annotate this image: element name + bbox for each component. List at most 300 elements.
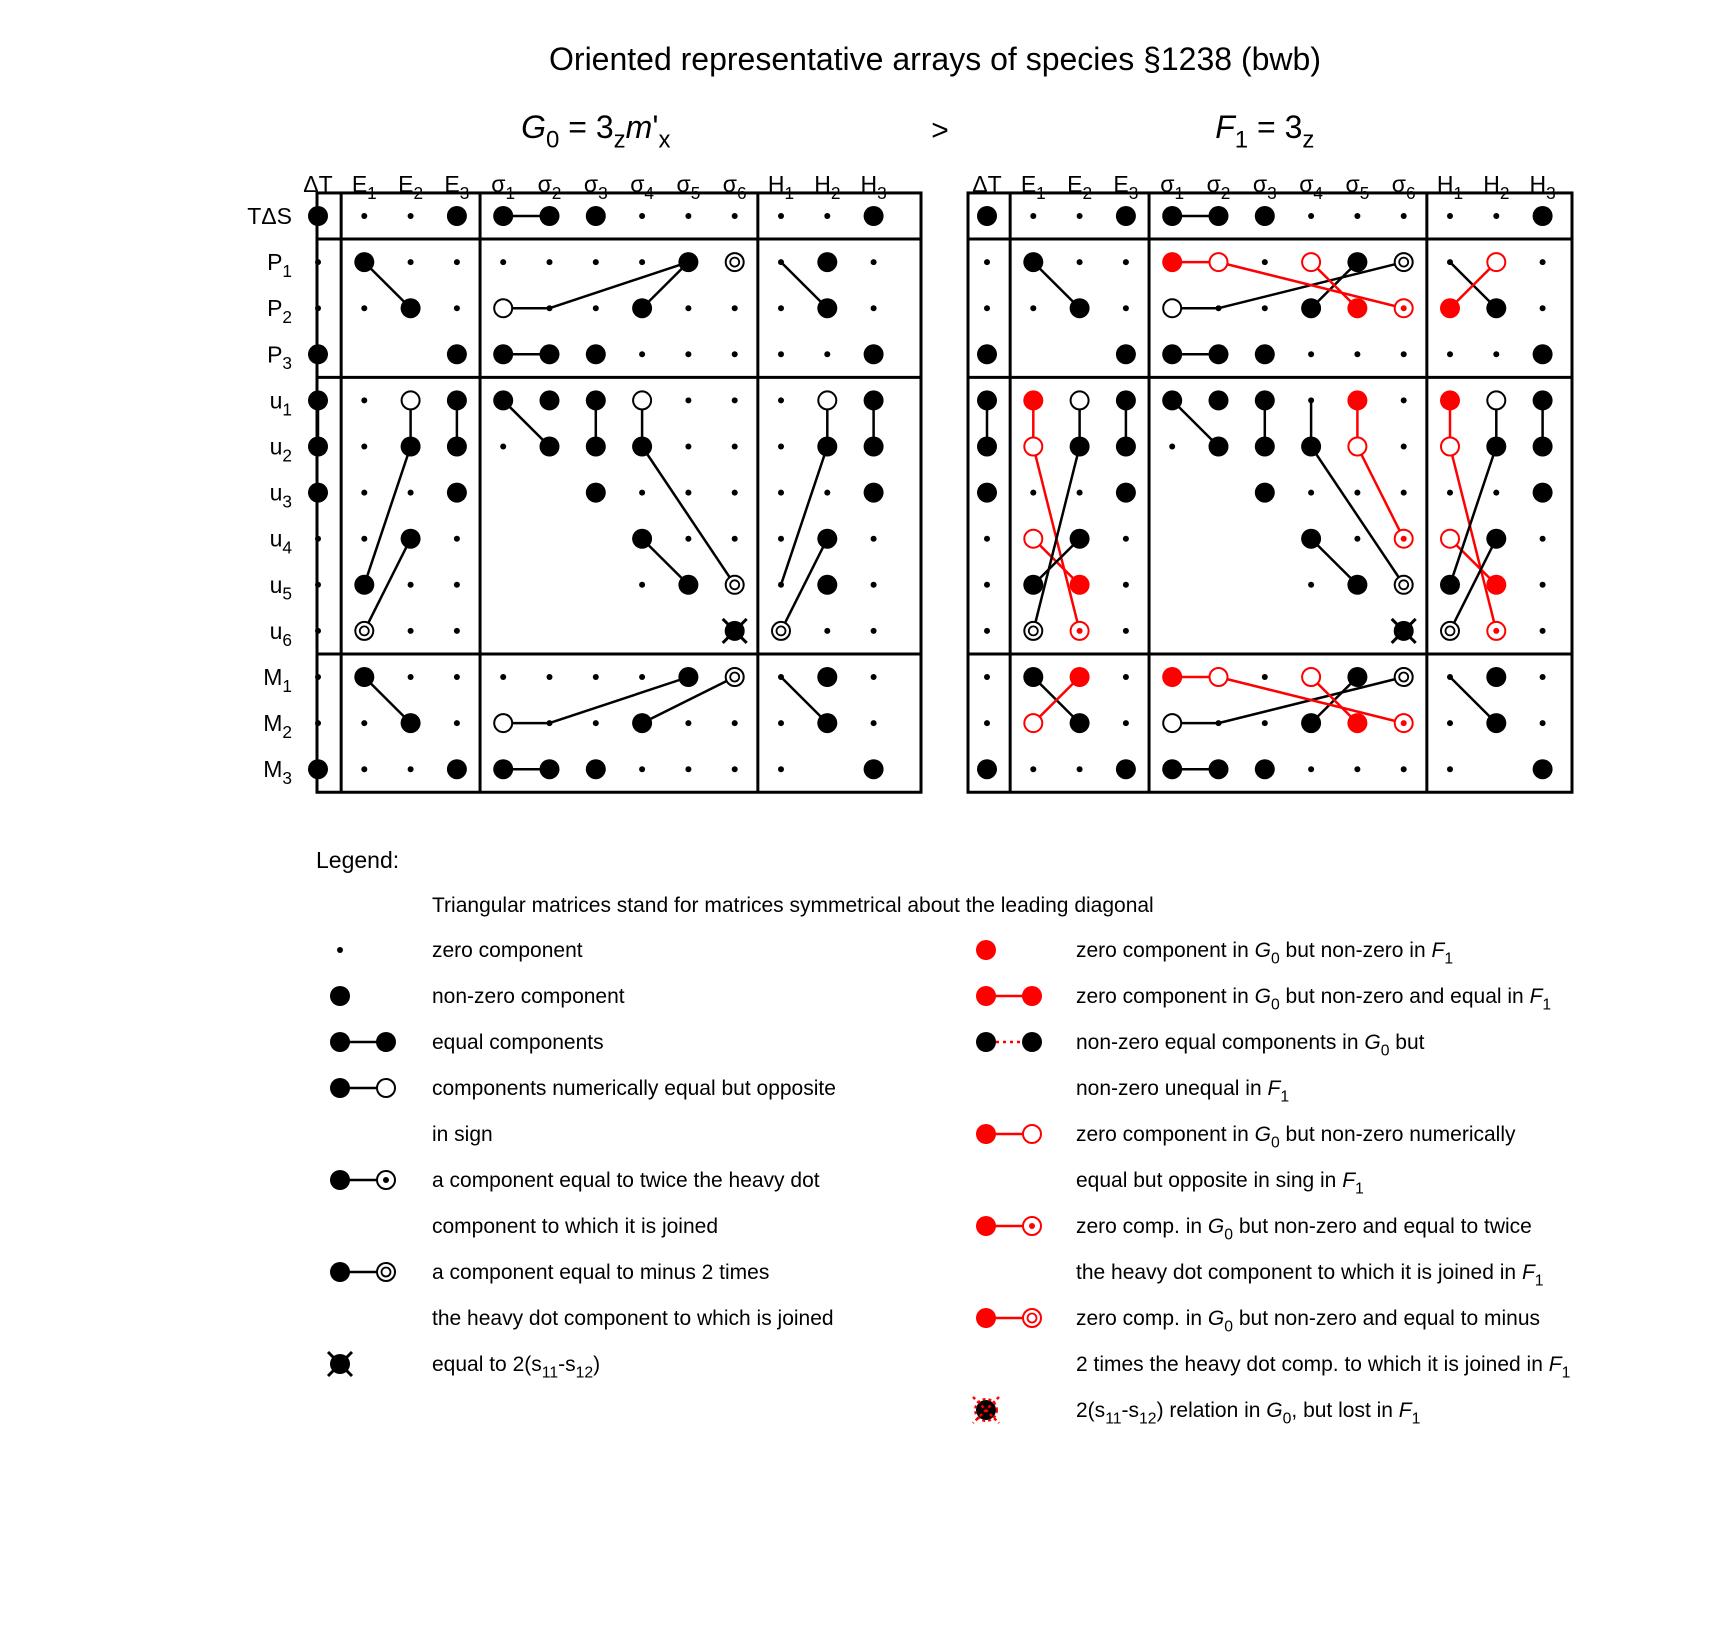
zero-dot xyxy=(778,213,784,219)
nonzero-dot xyxy=(977,437,997,457)
legend-item-r-equal xyxy=(976,985,1551,1013)
text-run: H xyxy=(860,171,878,197)
text-run: G xyxy=(1254,939,1271,962)
column-label xyxy=(1346,171,1370,203)
subscript-text: 2 xyxy=(282,307,292,328)
nonzero-dot xyxy=(447,344,467,364)
nonzero-dot xyxy=(308,344,328,364)
zero-dot xyxy=(454,259,460,265)
nonzero-dot xyxy=(586,483,606,503)
subscript-text: 1 xyxy=(1444,950,1454,968)
nonzero-dot xyxy=(1301,437,1321,457)
legend-text xyxy=(1076,1399,1420,1427)
zero-dot xyxy=(408,628,414,634)
zero-dot xyxy=(639,582,645,588)
nonzero-dot xyxy=(401,713,421,733)
red-open-circle xyxy=(1024,530,1042,548)
text-run: σ xyxy=(1206,171,1221,197)
zero-dot xyxy=(454,536,460,542)
text-run: E xyxy=(444,171,460,197)
legend-text xyxy=(1076,1077,1289,1105)
zero-dot xyxy=(984,582,990,588)
minus2-outer xyxy=(772,622,790,640)
text-run: 2 times the heavy dot comp. to which it is joined in xyxy=(1076,1353,1549,1376)
subscript-text: 6 xyxy=(1406,182,1416,203)
text-run: E xyxy=(1067,171,1083,197)
nonzero-dot xyxy=(632,437,652,457)
nonzero-dot xyxy=(354,575,374,595)
red-open-circle xyxy=(1487,253,1505,271)
text-run: zero component in xyxy=(1076,985,1255,1008)
subscript-text: 11 xyxy=(1105,1410,1122,1428)
zero-dot xyxy=(315,628,321,634)
page-title: Oriented representative arrays of species §1238 (bwb) xyxy=(549,41,1321,77)
text-run: m xyxy=(625,109,653,145)
legend-text xyxy=(1076,939,1453,967)
zero-dot xyxy=(778,490,784,496)
text-run: σ xyxy=(1391,171,1407,197)
nonzero-dot xyxy=(540,206,560,226)
legend-item-cross xyxy=(328,1352,600,1381)
zero-dot xyxy=(593,674,599,680)
text-run: a component equal to minus 2 times xyxy=(432,1261,770,1284)
nonzero-dot xyxy=(1070,437,1090,457)
zero-dot xyxy=(1123,536,1129,542)
row-label xyxy=(263,756,292,788)
subscript-text: 0 xyxy=(1270,950,1280,968)
text-run: non-zero equal components in xyxy=(1076,1031,1365,1054)
nonzero-dot xyxy=(1023,575,1043,595)
nonzero-dot xyxy=(540,437,560,457)
zero-dot xyxy=(639,674,645,680)
nonzero-dot xyxy=(864,390,884,410)
nonzero-dot xyxy=(977,483,997,503)
nonzero-dot xyxy=(678,252,698,272)
legend-ring-center xyxy=(383,1177,389,1183)
red-open-circle xyxy=(1441,438,1459,456)
zero-dot xyxy=(1123,628,1129,634)
subscript-text: 3 xyxy=(1546,182,1556,203)
zero-dot xyxy=(778,351,784,357)
nonzero-dot xyxy=(1255,483,1275,503)
text-run: equal to 2(s xyxy=(432,1353,542,1376)
zero-dot xyxy=(361,720,367,726)
zero-dot xyxy=(454,582,460,588)
zero-dot xyxy=(685,490,691,496)
red-open-circle xyxy=(1302,253,1320,271)
nonzero-dot xyxy=(1162,759,1182,779)
zero-dot xyxy=(732,490,738,496)
column-label xyxy=(398,171,423,203)
text-run: F xyxy=(1521,1261,1535,1284)
nonzero-dot xyxy=(540,390,560,410)
text-run: M xyxy=(263,756,283,783)
zero-dot xyxy=(1354,766,1360,772)
legend-item-lost-cross xyxy=(973,1397,1420,1427)
zero-dot xyxy=(1123,259,1129,265)
nonzero-dot xyxy=(540,759,560,779)
red-twice-center xyxy=(1401,720,1407,726)
nonzero-dot xyxy=(1070,713,1090,733)
column-label xyxy=(723,171,747,203)
zero-dot xyxy=(361,444,367,450)
nonzero-dot xyxy=(1162,390,1182,410)
column-label xyxy=(1021,171,1046,203)
open-circle xyxy=(402,391,420,409)
legend-item-big xyxy=(330,985,625,1008)
nonzero-dot xyxy=(1023,667,1043,687)
subscript-text: 1 xyxy=(1036,182,1046,203)
subscript-text: 3 xyxy=(1267,182,1277,203)
minus2-outer xyxy=(1024,622,1042,640)
legend-text xyxy=(432,1307,834,1330)
red-twice-center xyxy=(1493,628,1499,634)
legend-text xyxy=(432,985,625,1008)
zero-dot xyxy=(685,720,691,726)
text-run: ) xyxy=(593,1353,601,1376)
nonzero-dot xyxy=(1440,575,1460,595)
zero-dot xyxy=(778,444,784,450)
legend-text xyxy=(432,1077,836,1100)
nonzero-dot xyxy=(586,206,606,226)
text-run: H xyxy=(814,171,831,197)
zero-dot xyxy=(1401,444,1407,450)
nonzero-dot xyxy=(1116,483,1136,503)
legend-item-r-opposite xyxy=(976,1123,1516,1197)
text-run: but xyxy=(1389,1031,1425,1054)
nonzero-dot xyxy=(1486,713,1506,733)
nonzero-dot xyxy=(308,390,328,410)
subscript-text: 5 xyxy=(1359,182,1370,203)
row-label xyxy=(270,387,292,419)
nonzero-dot xyxy=(1116,759,1136,779)
zero-dot xyxy=(1123,305,1129,311)
text-run: F xyxy=(1342,1169,1356,1192)
red-open-circle xyxy=(1024,438,1042,456)
column-label xyxy=(1113,171,1138,203)
text-run: the heavy dot component to which it is joined in xyxy=(1076,1261,1522,1284)
text-run: H xyxy=(1436,171,1454,197)
nonzero-dot xyxy=(1162,344,1182,364)
row-label xyxy=(247,203,292,229)
red-nonzero-dot xyxy=(1070,667,1090,687)
open-circle xyxy=(633,391,651,409)
text-run: components numerically equal but opposite xyxy=(432,1077,836,1100)
subscript-text: 3 xyxy=(282,353,292,374)
zero-dot xyxy=(1447,259,1453,265)
zero-dot xyxy=(1308,351,1314,357)
connector xyxy=(781,447,827,585)
subscript-text: 12 xyxy=(575,1364,594,1382)
text-run: a component equal to twice the heavy dot xyxy=(432,1169,820,1192)
zero-dot xyxy=(984,259,990,265)
text-run: F xyxy=(1267,1077,1281,1100)
zero-dot xyxy=(315,536,321,542)
subscript-text: 1 xyxy=(505,182,516,203)
subscript-text: 1 xyxy=(367,182,377,203)
column-label xyxy=(1529,171,1555,203)
zero-dot xyxy=(500,259,506,265)
zero-dot xyxy=(824,628,830,634)
legend-dot xyxy=(376,1032,396,1052)
zero-dot xyxy=(685,536,691,542)
zero-dot xyxy=(361,536,367,542)
nonzero-dot xyxy=(977,759,997,779)
zero-dot xyxy=(685,766,691,772)
legend-text xyxy=(1076,1215,1532,1243)
legend-text xyxy=(1076,1261,1544,1289)
zero-dot xyxy=(685,397,691,403)
zero-dot xyxy=(315,674,321,680)
nonzero-dot xyxy=(977,344,997,364)
zero-dot xyxy=(361,766,367,772)
text-run: = 3 xyxy=(559,109,614,145)
text-run: E xyxy=(351,171,368,197)
nonzero-dot xyxy=(864,483,884,503)
nonzero-dot xyxy=(308,437,328,457)
subscript-text: 2 xyxy=(282,722,292,742)
text-run: zero comp. in xyxy=(1076,1215,1208,1238)
zero-dot xyxy=(1077,490,1083,496)
text-run: = 3 xyxy=(1248,109,1303,145)
subscript-text: 6 xyxy=(737,182,747,203)
row-label xyxy=(263,710,292,742)
zero-dot xyxy=(1447,674,1453,680)
text-run: zero component in xyxy=(1076,1123,1255,1146)
red-open-circle xyxy=(1348,438,1366,456)
nonzero-dot xyxy=(678,575,698,595)
red-open-circle xyxy=(1302,668,1320,686)
text-run: ΔT xyxy=(972,171,1002,197)
minus2-outer xyxy=(355,622,373,640)
zero-dot xyxy=(639,351,645,357)
subscript-text: 1 xyxy=(282,399,292,420)
subscript-text: 3 xyxy=(877,182,887,203)
text-run: σ xyxy=(537,171,552,197)
nonzero-dot xyxy=(1486,667,1506,687)
zero-dot xyxy=(984,305,990,311)
zero-dot xyxy=(1123,582,1129,588)
nonzero-dot xyxy=(1209,344,1229,364)
subscript-text: 3 xyxy=(282,491,292,512)
zero-dot xyxy=(547,720,553,726)
legend-small-dot xyxy=(337,947,343,953)
zero-dot xyxy=(1308,490,1314,496)
row-label xyxy=(270,572,292,604)
column-label xyxy=(1483,171,1509,203)
nonzero-dot xyxy=(1255,206,1275,226)
subscript-text: z xyxy=(1302,126,1315,154)
nonzero-dot xyxy=(447,759,467,779)
subscript-text: 2 xyxy=(551,182,562,203)
subscript-text: 3 xyxy=(459,182,470,203)
nonzero-dot xyxy=(1533,437,1553,457)
zero-dot xyxy=(1308,213,1314,219)
nonzero-dot xyxy=(817,298,837,318)
nonzero-dot xyxy=(493,390,513,410)
nonzero-dot xyxy=(1255,390,1275,410)
column-label xyxy=(1437,171,1463,203)
subscript-text: 1 xyxy=(282,675,292,696)
text-run: in sign xyxy=(432,1123,493,1146)
subscript-text: z xyxy=(613,126,626,154)
legend-item-r-minus2 xyxy=(976,1307,1570,1381)
text-run: u xyxy=(269,617,283,644)
zero-dot xyxy=(824,213,830,219)
minus2-outer xyxy=(1395,668,1413,686)
open-circle xyxy=(1163,714,1181,732)
zero-dot xyxy=(1401,766,1407,772)
nonzero-dot xyxy=(1347,252,1367,272)
subscript-text: 1 xyxy=(1355,1180,1364,1198)
zero-dot xyxy=(871,259,877,265)
red-twice-center xyxy=(1401,305,1407,311)
zero-dot xyxy=(1123,674,1129,680)
nonzero-dot xyxy=(632,529,652,549)
subscript-text: 2 xyxy=(282,445,292,466)
legend-text xyxy=(1076,1307,1540,1335)
text-run: the heavy dot component to which is joined xyxy=(432,1307,834,1330)
text-run: u xyxy=(269,525,283,552)
nonzero-dot xyxy=(586,759,606,779)
subscript-text: 1 xyxy=(1280,1088,1290,1106)
column-label xyxy=(677,171,701,203)
legend-note: Triangular matrices stand for matrices symmetrical about the leading diagonal xyxy=(432,894,1154,917)
zero-dot xyxy=(1030,305,1036,311)
zero-dot xyxy=(593,259,599,265)
nonzero-dot xyxy=(678,667,698,687)
subscript-text: 4 xyxy=(282,537,292,558)
zero-dot xyxy=(778,536,784,542)
text-run: σ xyxy=(722,171,738,197)
zero-dot xyxy=(685,213,691,219)
red-nonzero-dot xyxy=(1162,667,1182,687)
red-open-circle xyxy=(1210,253,1228,271)
zero-dot xyxy=(871,536,877,542)
nonzero-dot xyxy=(1070,298,1090,318)
nonzero-dot xyxy=(493,759,513,779)
zero-dot xyxy=(1077,766,1083,772)
text-run: equal components xyxy=(432,1031,604,1054)
text-run: -s xyxy=(1121,1399,1140,1422)
subscript-text: 0 xyxy=(546,126,560,154)
zero-dot xyxy=(1401,490,1407,496)
zero-dot xyxy=(639,259,645,265)
zero-dot xyxy=(1354,536,1360,542)
nonzero-dot xyxy=(1116,437,1136,457)
text-run: u xyxy=(269,433,283,460)
text-run: F xyxy=(1215,109,1235,145)
legend xyxy=(316,847,1570,1427)
nonzero-dot xyxy=(1255,344,1275,364)
row-label xyxy=(270,618,292,650)
zero-dot xyxy=(984,720,990,726)
legend-dot xyxy=(330,986,350,1006)
zero-dot xyxy=(778,582,784,588)
legend-text xyxy=(1076,1353,1570,1381)
nonzero-dot xyxy=(308,759,328,779)
legend-dot xyxy=(976,1124,996,1144)
row-label xyxy=(267,341,292,373)
nonzero-dot xyxy=(1209,759,1229,779)
nonzero-dot xyxy=(1533,344,1553,364)
column-label xyxy=(1207,171,1231,203)
nonzero-dot xyxy=(447,437,467,457)
legend-dot xyxy=(976,1308,996,1328)
subscript-text: 6 xyxy=(282,629,292,650)
zero-dot xyxy=(408,582,414,588)
nonzero-dot xyxy=(632,713,652,733)
zero-dot xyxy=(1540,305,1546,311)
legend-item-twice xyxy=(330,1169,820,1238)
text-run: H xyxy=(1529,171,1547,197)
zero-dot xyxy=(1308,766,1314,772)
red-twice-center xyxy=(1077,628,1083,634)
nonzero-dot xyxy=(1070,529,1090,549)
legend-text xyxy=(432,1353,600,1381)
subscript-text: 1 xyxy=(1174,182,1185,203)
zero-dot xyxy=(454,674,460,680)
text-run: but non-zero numerically xyxy=(1279,1123,1516,1146)
zero-dot xyxy=(1354,351,1360,357)
array-F1 xyxy=(968,109,1572,792)
legend-dot xyxy=(330,1262,350,1282)
text-run: σ xyxy=(1299,171,1314,197)
column-label xyxy=(814,171,840,203)
minus2-outer xyxy=(1395,576,1413,594)
nonzero-dot xyxy=(864,759,884,779)
zero-dot xyxy=(1308,582,1314,588)
text-run: but non-zero and equal to minus xyxy=(1233,1307,1541,1330)
connector xyxy=(1450,447,1496,585)
zero-dot xyxy=(1354,490,1360,496)
column-label xyxy=(630,171,654,203)
zero-dot xyxy=(1401,213,1407,219)
text-run: u xyxy=(269,479,283,506)
text-run: G xyxy=(1207,1307,1225,1330)
representative-arrays xyxy=(247,109,1572,792)
column-label xyxy=(1299,171,1323,203)
zero-dot xyxy=(1493,213,1499,219)
subscript-text: 2 xyxy=(1499,182,1510,203)
zero-dot xyxy=(315,305,321,311)
nonzero-dot xyxy=(1486,298,1506,318)
text-run: non-zero component xyxy=(432,985,625,1008)
subscript-text: 2 xyxy=(1082,182,1093,203)
text-run: zero component in xyxy=(1076,939,1255,962)
subscript-text: x xyxy=(658,126,671,154)
zero-dot xyxy=(1540,536,1546,542)
zero-dot xyxy=(408,259,414,265)
text-run: G xyxy=(521,109,547,145)
nonzero-dot xyxy=(1255,437,1275,457)
zero-dot xyxy=(593,720,599,726)
nonzero-dot xyxy=(817,713,837,733)
group-relation-symbol: > xyxy=(931,114,949,147)
zero-dot xyxy=(408,766,414,772)
subscript-text: 0 xyxy=(1224,1226,1233,1244)
subscript-text: 3 xyxy=(282,768,292,789)
legend-dot xyxy=(976,1032,996,1052)
text-run: σ xyxy=(1160,171,1175,197)
nonzero-dot xyxy=(1533,390,1553,410)
legend-text xyxy=(432,939,583,962)
row-label xyxy=(267,249,292,281)
text-run: σ xyxy=(1345,171,1360,197)
nonzero-dot xyxy=(1533,759,1553,779)
legend-text xyxy=(432,1261,769,1284)
subscript-text: 1 xyxy=(1234,126,1249,154)
